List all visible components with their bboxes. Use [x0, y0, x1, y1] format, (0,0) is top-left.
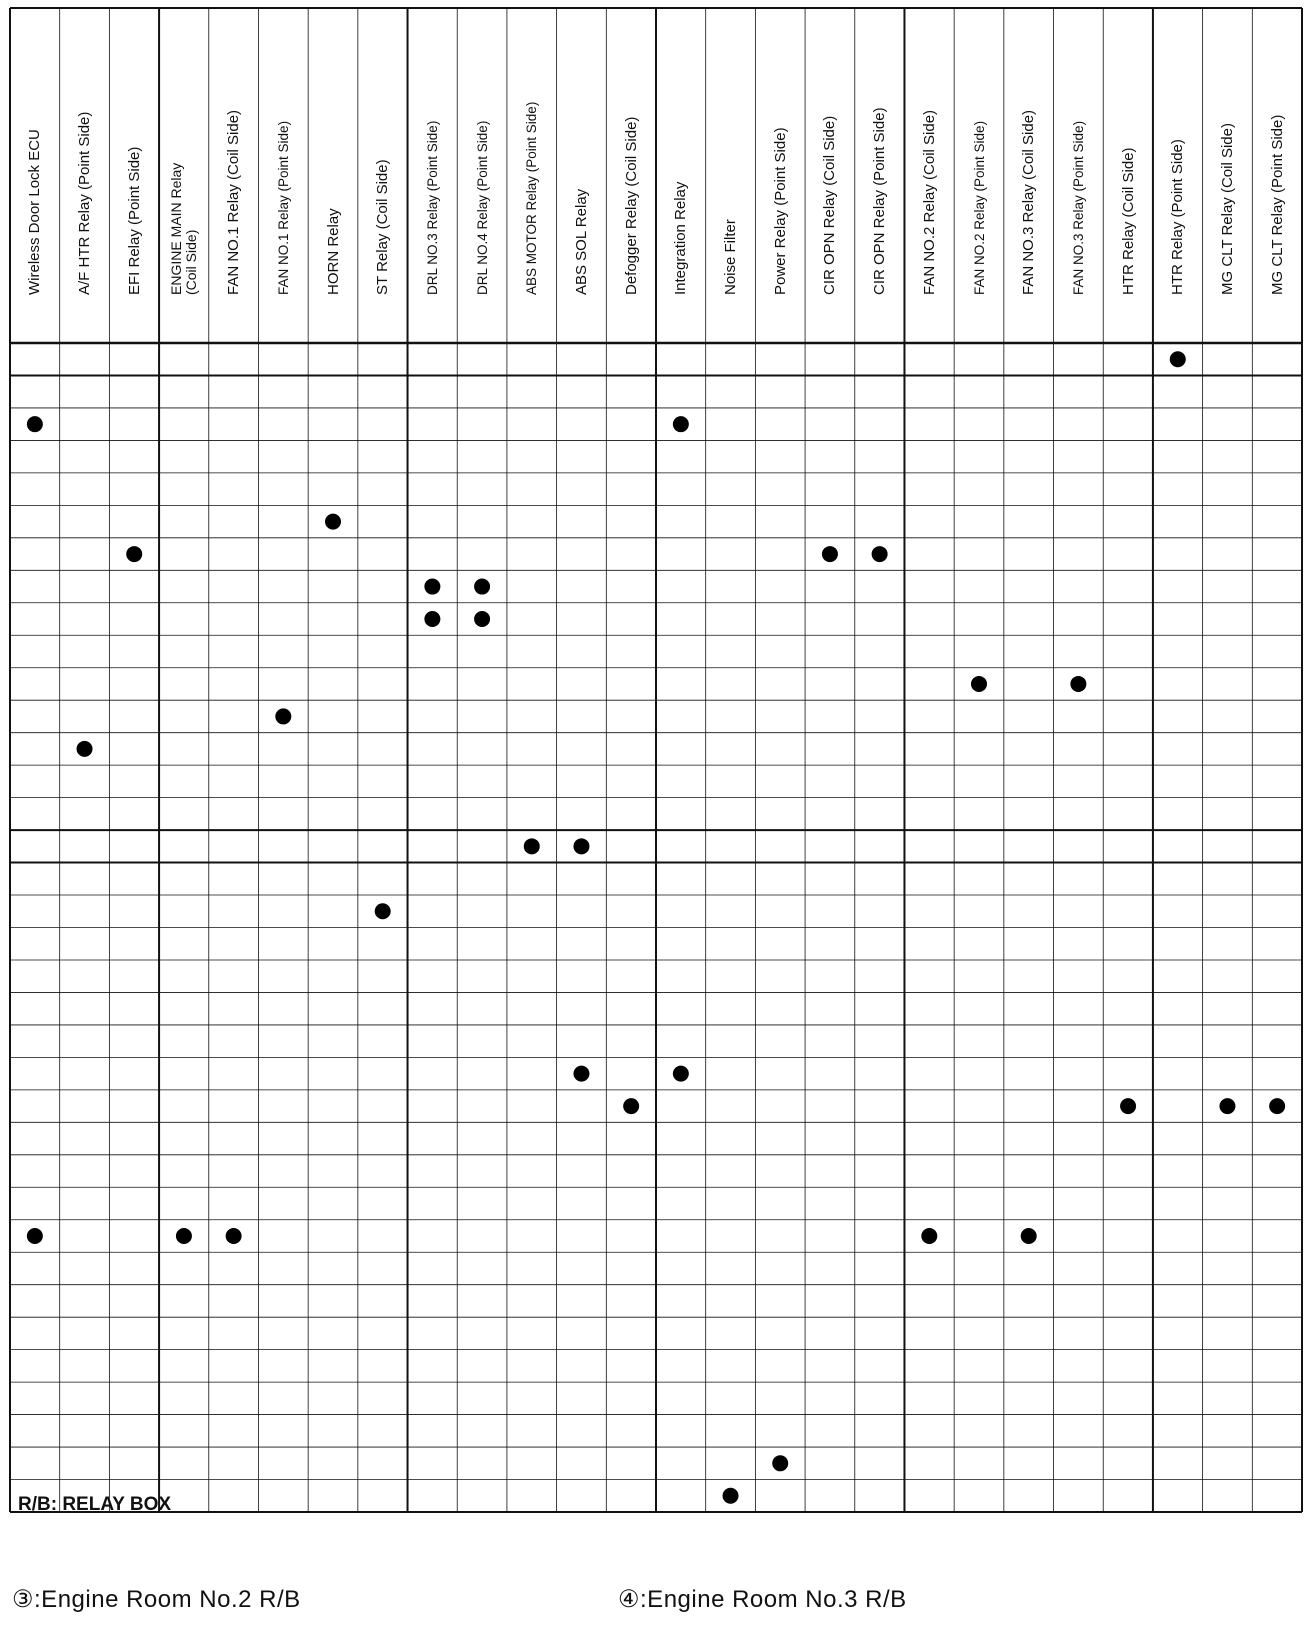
- column-header: HORN Relay: [324, 208, 342, 295]
- column-header: FAN NO.3 Relay (Coil Side): [1020, 109, 1038, 295]
- connection-dot: [424, 579, 440, 595]
- column-header: FAN NO.3 Relay (Point Side): [1070, 120, 1086, 295]
- connection-dot: [325, 514, 341, 530]
- connection-dot: [1070, 676, 1086, 692]
- legend-title: R/B: RELAY BOX: [18, 1494, 172, 1515]
- column-header: DRL NO.3 Relay (Point Side): [424, 120, 440, 295]
- column-header: Defogger Relay (Coil Side): [622, 116, 640, 295]
- connection-dot: [971, 676, 987, 692]
- connection-dot: [1021, 1228, 1037, 1244]
- column-header: HTR Relay (Point Side): [1169, 139, 1187, 295]
- column-header: FAN NO.2 Relay (Coil Side): [920, 109, 938, 295]
- column-header: FAN NO.2 Relay (Point Side): [971, 120, 987, 295]
- column-header: FAN NO.1 Relay (Point Side): [275, 120, 291, 295]
- column-header: ABS SOL Relay: [572, 188, 590, 295]
- legend-item-engine-room-no2: ③:Engine Room No.2 R/B: [12, 1586, 301, 1613]
- connection-dot: [623, 1098, 639, 1114]
- connection-dot: [226, 1228, 242, 1244]
- column-header: DRL NO.4 Relay (Point Side): [474, 120, 490, 295]
- connection-dot: [921, 1228, 937, 1244]
- column-header: ENGINE MAIN Relay (Coil Side): [167, 162, 199, 295]
- connection-dot: [126, 546, 142, 562]
- column-header: Noise Filter: [722, 219, 740, 295]
- connection-dot: [424, 611, 440, 627]
- column-header: MG CLT Relay (Point Side): [1268, 114, 1286, 295]
- column-header: Power Relay (Point Side): [771, 127, 789, 295]
- connection-dot: [176, 1228, 192, 1244]
- connection-dot: [772, 1455, 788, 1471]
- column-header: CIR OPN Relay (Coil Side): [821, 115, 839, 295]
- connection-dot: [673, 1066, 689, 1082]
- connection-dot: [1219, 1098, 1235, 1114]
- legend-item-engine-room-no3: ④:Engine Room No.3 R/B: [618, 1586, 907, 1613]
- connection-dot: [375, 903, 391, 919]
- connection-dot: [275, 708, 291, 724]
- connection-dot: [822, 546, 838, 562]
- connection-dot: [573, 838, 589, 854]
- connection-dot: [723, 1488, 739, 1504]
- connection-dot: [474, 579, 490, 595]
- column-header: Wireless Door Lock ECU: [26, 129, 44, 295]
- connection-dot: [673, 416, 689, 432]
- column-header: ST Relay (Coil Side): [374, 159, 392, 295]
- column-header: FAN NO.1 Relay (Coil Side): [225, 109, 243, 295]
- connection-dot: [1170, 351, 1186, 367]
- connection-dot: [27, 416, 43, 432]
- column-header: HTR Relay (Coil Side): [1119, 147, 1137, 295]
- connection-dot: [474, 611, 490, 627]
- column-header: Integration Relay: [672, 181, 690, 295]
- connection-dot: [1120, 1098, 1136, 1114]
- column-header: ABS MOTOR Relay (Point Side): [524, 101, 540, 295]
- connection-dot: [77, 741, 93, 757]
- connection-dot: [872, 546, 888, 562]
- column-header: EFI Relay (Point Side): [125, 146, 143, 295]
- connection-dot: [573, 1066, 589, 1082]
- column-header: MG CLT Relay (Coil Side): [1218, 123, 1236, 295]
- column-header: CIR OPN Relay (Point Side): [871, 107, 889, 295]
- connection-dot: [1269, 1098, 1285, 1114]
- connection-dot: [524, 838, 540, 854]
- connection-dot: [27, 1228, 43, 1244]
- column-header: A/F HTR Relay (Point Side): [76, 111, 94, 295]
